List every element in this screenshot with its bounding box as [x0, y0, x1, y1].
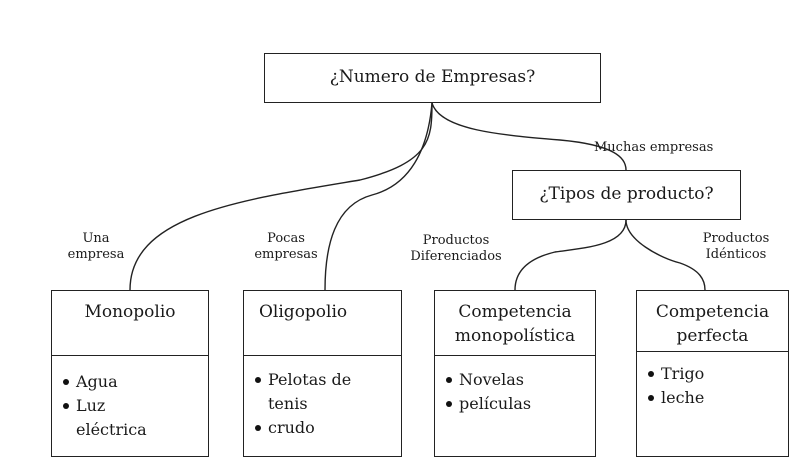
list-item: Trigo [637, 362, 788, 386]
list-item: películas [435, 392, 595, 416]
label-una-empresa: Una empresa [67, 231, 125, 262]
label-productos-diferenciados: Productos Diferenciados [410, 233, 502, 264]
divider [435, 355, 595, 356]
list-item: Pelotas de tenis [244, 368, 401, 416]
divider [637, 351, 788, 352]
examples-list [637, 362, 788, 410]
product-question-box [512, 170, 741, 220]
market-box-competencia-monopolistica [434, 290, 596, 457]
examples-list [435, 368, 595, 416]
market-title: Monopolio [84, 302, 176, 322]
market-title: Competencia perfecta [655, 302, 770, 346]
divider [52, 355, 208, 356]
label-productos-identicos: Productos Idénticos [702, 231, 770, 262]
market-box-monopolio [51, 290, 209, 457]
examples-list [244, 368, 401, 440]
product-question-text: ¿Tipos de producto? [539, 184, 714, 204]
label-pocas-empresas: Pocas empresas [254, 231, 318, 262]
divider [244, 355, 401, 356]
market-title: Oligopolio [259, 302, 348, 322]
root-question-text: ¿Numero de Empresas? [329, 67, 536, 87]
list-item: crudo [244, 416, 401, 440]
edge-muchas-empresas [432, 103, 626, 170]
list-item: Novelas [435, 368, 595, 392]
market-title: Competencia monopolística [454, 302, 576, 346]
market-box-oligopolio [243, 290, 402, 457]
list-item: Luz eléctrica [52, 394, 208, 442]
list-item: leche [637, 386, 788, 410]
edge-productos-diferenciados [515, 220, 626, 290]
examples-list [52, 370, 208, 442]
label-muchas-empresas: Muchas empresas [594, 140, 714, 155]
list-item: Agua [52, 370, 208, 394]
root-question-box [264, 53, 601, 103]
market-box-competencia-perfecta [636, 290, 789, 457]
